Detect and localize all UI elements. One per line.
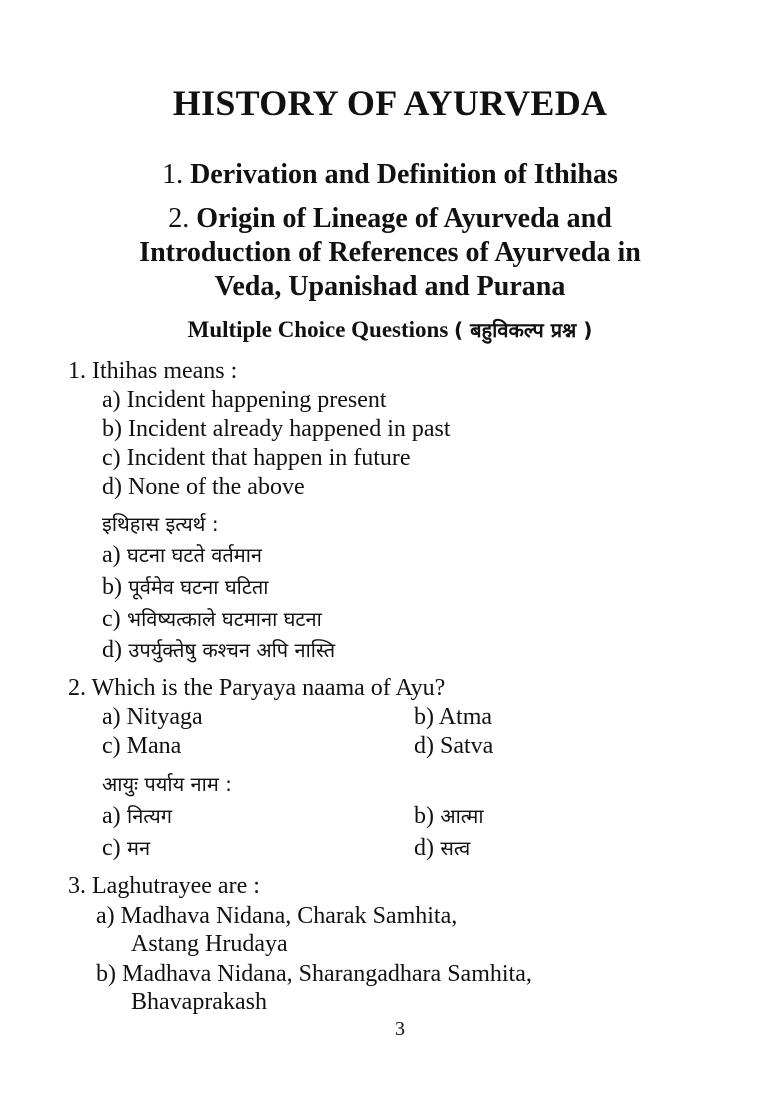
option-2c-hindi <box>102 834 150 862</box>
option-3a <box>96 902 457 930</box>
option-text: Incident that happen in future <box>126 445 411 471</box>
option-label: c) <box>102 445 121 471</box>
option-text: उपर्युक्तेषु कश्चन अपि नास्ति <box>128 638 336 662</box>
question-number: 2. <box>68 675 86 701</box>
option-3b <box>96 960 532 988</box>
option-text: None of the above <box>128 474 305 500</box>
option-text: Incident happening present <box>126 387 387 413</box>
chapter-number-2: 2. <box>168 203 190 234</box>
option-label: b) <box>414 704 434 730</box>
option-label: a) <box>102 704 121 730</box>
option-label: b) <box>414 803 434 829</box>
chapter-number-1: 1. <box>162 159 184 190</box>
option-text: Atma <box>438 704 493 730</box>
chapter-heading-2 <box>0 202 780 304</box>
option-1b-hindi <box>102 573 268 601</box>
question-number: 1. <box>68 358 86 384</box>
option-text: Mana <box>126 733 182 759</box>
option-label: c) <box>102 733 121 759</box>
option-label: d) <box>102 637 122 663</box>
chapter-title-2-line-2: Introduction of References of Ayurveda in <box>139 237 641 268</box>
option-label: a) <box>102 803 121 829</box>
option-2b-hindi <box>414 802 484 830</box>
option-label: a) <box>102 387 121 413</box>
option-1c-hindi <box>102 605 322 633</box>
option-label: d) <box>102 474 122 500</box>
option-label: d) <box>414 835 434 861</box>
option-label: d) <box>414 733 434 759</box>
option-2a <box>102 703 203 731</box>
option-3a-continued: Astang Hrudaya <box>131 931 288 957</box>
option-1a-hindi <box>102 541 262 569</box>
section-heading-hindi: ( बहुविकल्प प्रश्न ) <box>454 318 593 342</box>
option-label: a) <box>102 542 121 568</box>
option-text: घटना घटते वर्तमान <box>127 543 262 567</box>
option-2d <box>414 732 493 760</box>
option-1d-hindi <box>102 636 335 664</box>
question-number: 3. <box>68 873 86 899</box>
option-2b <box>414 703 492 731</box>
option-text: Nityaga <box>126 704 203 730</box>
option-text: मन <box>127 836 151 860</box>
option-1c <box>102 444 411 472</box>
question-text: Ithihas means : <box>92 358 238 384</box>
option-1a <box>102 386 387 414</box>
question-3 <box>68 872 260 900</box>
section-heading <box>0 316 780 343</box>
option-text: Madhava Nidana, Charak Samhita, <box>120 903 458 929</box>
question-1-hindi: इथिहास इत्यर्थ : <box>102 512 219 536</box>
question-text: Which is the Paryaya naama of Ayu? <box>91 675 446 701</box>
chapter-heading-1 <box>0 158 780 192</box>
option-2d-hindi <box>414 834 470 862</box>
option-label: c) <box>102 835 121 861</box>
chapter-title-2-line-3: Veda, Upanishad and Purana <box>214 271 566 302</box>
option-2a-hindi <box>102 802 172 830</box>
option-text: Madhava Nidana, Sharangadhara Samhita, <box>122 961 532 987</box>
option-text: Incident already happened in past <box>128 416 451 442</box>
option-label: b) <box>96 961 116 987</box>
question-2 <box>68 674 445 702</box>
option-text: नित्यग <box>127 804 172 828</box>
chapter-title-2-line-1: Origin of Lineage of Ayurveda and <box>196 203 612 234</box>
question-text: Laghutrayee are : <box>92 873 260 899</box>
option-label: b) <box>102 416 122 442</box>
page-title: HISTORY OF AYURVEDA <box>172 83 608 123</box>
section-heading-english: Multiple Choice Questions <box>187 317 449 342</box>
option-text: भविष्यत्काले घटमाना घटना <box>127 607 322 631</box>
option-1b <box>102 415 451 443</box>
option-1d <box>102 473 305 501</box>
option-label: c) <box>102 606 121 632</box>
option-2c <box>102 732 181 760</box>
option-3b-continued: Bhavaprakash <box>131 989 267 1015</box>
question-2-hindi: आयुः पर्याय नाम : <box>102 772 232 796</box>
option-label: b) <box>102 574 122 600</box>
option-label: a) <box>96 903 115 929</box>
question-1 <box>68 357 237 385</box>
page-number: 3 <box>395 1018 405 1040</box>
option-text: Satva <box>440 733 494 759</box>
chapter-title-1: Derivation and Definition of Ithihas <box>190 159 618 190</box>
option-text: सत्व <box>440 836 471 860</box>
option-text: पूर्वमेव घटना घटिता <box>128 575 269 599</box>
option-text: आत्मा <box>440 804 484 828</box>
